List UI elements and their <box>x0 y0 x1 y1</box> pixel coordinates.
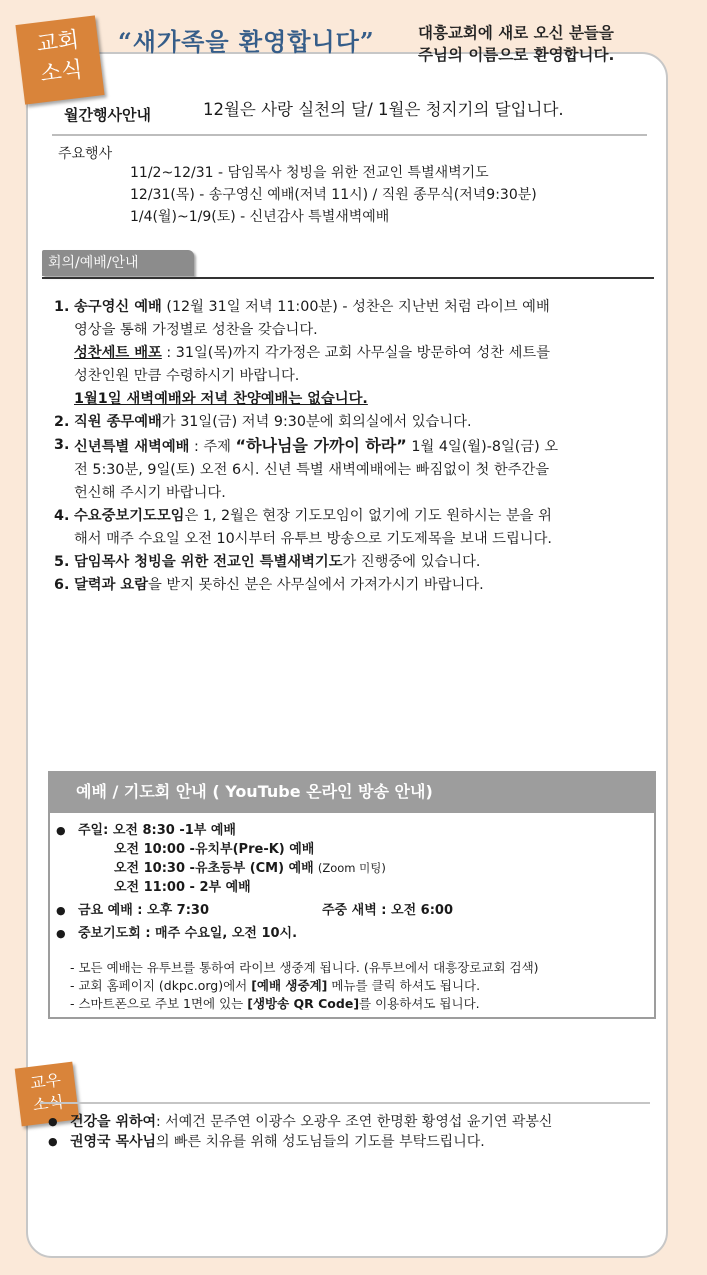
notice-text: 영상을 통해 가정별로 성찬을 갖습니다. <box>74 322 318 338</box>
broadcast-note: - 모든 예배는 유투브를 통하여 라이브 생중계 됩니다. (유투브에서 대흥장로교회 검색) <box>70 960 539 975</box>
health-title: 건강을 위하여 <box>70 1114 157 1130</box>
notice-text: 을 받지 못하신 분은 사무실에서 가져가시기 바랍니다. <box>148 577 484 593</box>
broadcast-notes <box>70 959 539 1013</box>
notice-number: 2. <box>54 414 70 430</box>
news-item <box>48 1112 552 1132</box>
notice-item <box>54 296 654 411</box>
event-item: 11/2~12/31 - 담임목사 청빙을 위한 전교인 특별새벽기도 <box>130 165 489 181</box>
notice-title: 송구영신 예배 <box>74 299 162 315</box>
notice-theme: “하나님을 가까이 하라” <box>235 436 407 455</box>
sunday-services <box>56 821 386 840</box>
section-tab-meetings: 회의/예배/안내 <box>42 250 194 276</box>
badge-line-1: 교회 <box>35 27 81 58</box>
notice-text: 은 1, 2월은 현장 기도모임이 없기에 기도 원하시는 분을 위 <box>184 508 552 524</box>
note-text: 를 이용하셔도 됩니다. <box>359 996 480 1011</box>
wednesday-prayer-time: 중보기도회 : 매주 수요일, 오전 10시. <box>78 926 298 941</box>
notice-text: 성찬인원 만큼 수령하시기 바랍니다. <box>74 368 300 384</box>
bullet-icon: ● <box>56 904 66 917</box>
note-text: 메뉴를 클릭 하셔도 됩니다. <box>327 978 481 993</box>
notice-text: 헌신해 주시기 바랍니다. <box>74 485 226 501</box>
notice-highlight: 1월1일 새벽예배와 저녁 찬양예배는 없습니다. <box>74 391 368 407</box>
notice-title: 수요중보기도모임 <box>74 508 185 524</box>
notice-text: 해서 매주 수요일 오전 10시부터 유투브 방송으로 기도제목을 보내 드립니다. <box>74 531 552 547</box>
broadcast-note <box>70 977 539 995</box>
news-item <box>48 1132 552 1152</box>
wednesday-prayer <box>56 924 386 943</box>
communion-set-title: 성찬세트 배포 <box>74 345 162 361</box>
notice-text: (12월 31일 저녁 11:00분) - 성찬은 지난번 처럼 라이브 예배 <box>161 299 550 315</box>
notice-item <box>54 574 654 597</box>
notice-item <box>54 505 654 551</box>
event-item: 12/31(목) - 송구영신 예배(저녁 11시) / 직원 종무식(저녁9:30분) <box>130 187 537 203</box>
member-news-list <box>48 1112 552 1152</box>
notice-text: 가 진행중에 있습니다. <box>342 554 481 570</box>
service-times <box>56 821 453 943</box>
live-menu-link: [예배 생중계] <box>251 978 328 993</box>
month-theme: 12월은 사랑 실천의 달/ 1월은 청지기의 달입니다. <box>203 100 564 119</box>
bullet-icon: ● <box>48 1115 58 1128</box>
divider <box>42 277 654 279</box>
service-time: 오전 10:30 -유초등부 (CM) 예배 <box>114 861 314 876</box>
notice-title: 직원 종무예배 <box>74 414 162 430</box>
notice-title: 담임목사 청빙을 위한 전교인 특별새벽기도 <box>74 554 343 570</box>
qr-code-label: [생방송 QR Code] <box>247 996 360 1011</box>
notice-text: : 31일(목)까지 각가정은 교회 사무실을 방문하여 성찬 세트를 <box>161 345 551 361</box>
bullet-icon: ● <box>56 824 66 837</box>
notice-title: 신년특별 새벽예배 <box>74 439 190 455</box>
badge-line-1: 교우 <box>28 1070 62 1093</box>
service-time-row <box>56 859 386 878</box>
main-events-label: 주요행사 <box>58 146 113 162</box>
welcome-line-2: 주님의 이름으로 환영합니다. <box>418 46 615 64</box>
notice-item <box>54 411 654 434</box>
divider <box>52 134 647 136</box>
event-item: 1/4(월)~1/9(토) - 신년감사 특별새벽예배 <box>130 209 390 225</box>
notice-item <box>54 551 654 574</box>
content-panel <box>26 52 668 1258</box>
notice-text: : 주제 <box>189 439 236 455</box>
zoom-note: (Zoom 미팅) <box>317 861 386 875</box>
bullet-icon: ● <box>48 1135 58 1148</box>
page-title: “새가족을 환영합니다” <box>118 27 375 56</box>
notice-number: 5. <box>54 554 70 570</box>
welcome-line-1: 대흥교회에 새로 오신 분들을 <box>418 24 614 42</box>
service-info-header: 예배 / 기도회 안내 ( YouTube 온라인 방송 안내) <box>50 773 654 813</box>
events-list <box>130 162 537 228</box>
dawn-service-time: 주중 새벽 : 오전 6:00 <box>322 903 453 918</box>
notice-number: 1. <box>54 299 70 315</box>
divider <box>40 1102 650 1104</box>
notice-text: 가 31일(금) 저녁 9:30분에 회의실에서 있습니다. <box>161 414 472 430</box>
broadcast-note <box>70 995 539 1013</box>
notices-list <box>54 296 654 597</box>
prayer-request: 의 빠른 치유를 위해 성도님들의 기도를 부탁드립니다. <box>156 1134 485 1150</box>
church-news-badge <box>15 15 104 104</box>
sunday-label: 주일: <box>78 823 113 838</box>
badge-line-2: 소식 <box>31 1092 65 1115</box>
notice-text: 전 5:30분, 9일(토) 오전 6시. 신년 특별 새벽예배에는 빠짐없이 첫 한주간을 <box>74 462 550 478</box>
notice-title: 달력과 요람 <box>74 577 149 593</box>
note-text: - 스마트폰으로 주보 1면에 있는 <box>70 996 248 1011</box>
service-time: 오전 10:00 -유치부(Pre-K) 예배 <box>114 842 315 857</box>
friday-service <box>56 901 453 920</box>
friday-service-time: 금요 예배 : 오후 7:30 <box>78 903 209 918</box>
badge-line-2: 소식 <box>38 57 85 88</box>
notice-item <box>54 434 654 505</box>
welcome-message <box>418 22 614 66</box>
notice-number: 3. <box>54 437 70 453</box>
service-info-box <box>48 771 656 1019</box>
monthly-events-label: 월간행사안내 <box>64 106 151 124</box>
service-time: 오전 8:30 -1부 예배 <box>112 823 236 838</box>
notice-number: 4. <box>54 508 70 524</box>
bullet-icon: ● <box>56 927 66 940</box>
service-time: 오전 11:00 - 2부 예배 <box>114 880 251 895</box>
pastor-name: 권영국 목사님 <box>70 1134 157 1150</box>
health-names: : 서예건 문주연 이광수 오광우 조연 한명환 황영섭 윤기연 곽봉신 <box>156 1114 553 1130</box>
note-text: - 교회 홈페이지 (dkpc.org)에서 <box>70 978 252 993</box>
notice-text: 1월 4일(월)-8일(금) 오 <box>406 439 559 455</box>
notice-number: 6. <box>54 577 70 593</box>
